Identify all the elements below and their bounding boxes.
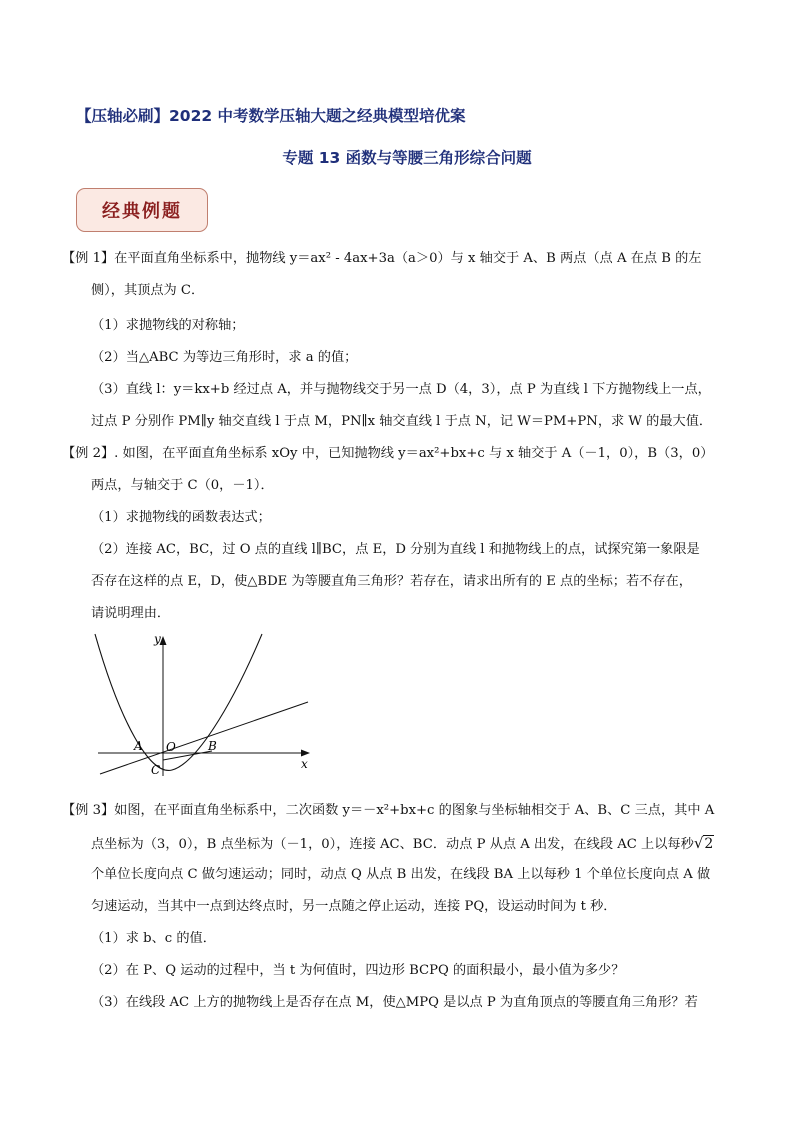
ex2-line-5: 否存在这样的点 E，D，使△BDE 为等腰直角三角形？若存在，请求出所有的 E 点的坐标；若不存在， xyxy=(91,574,692,589)
label-o: O xyxy=(166,740,176,754)
label-y: y xyxy=(154,632,161,646)
label-c: C xyxy=(151,763,161,776)
ex3-line-4: 匀速运动，当其中一点到达终点时，另一点随之停止运动，连接 PQ，设运动时间为 t 秒． xyxy=(91,899,617,914)
sqrt-value: 2 xyxy=(704,836,714,852)
ex3-line-6: （2）在 P、Q 运动的过程中，当 t 为何值时，四边形 BCPQ 的面积最小，最小值为多少？ xyxy=(91,963,625,978)
ex1-line-6: 过点 P 分别作 PM∥y 轴交直线 l 于点 M，PN∥x 轴交直线 l 于点 N，记 W＝PM+PN，求 W 的最大值． xyxy=(91,414,713,429)
ex2-line-3: （1）求抛物线的函数表达式； xyxy=(91,510,271,525)
ex2-line-2: 两点，与轴交于 C（0，－1）． xyxy=(91,478,274,493)
ex3-line-2: 点坐标为（3，0），B 点坐标为（－1，0），连接 AC、BC．动点 P 从点 A 出发，在线段 AC 上以每秒 xyxy=(91,837,694,852)
ex3-line-7: （3）在线段 AC 上方的抛物线上是否存在点 M，使△MPQ 是以点 P 为直角顶点的等腰直角三角形？若 xyxy=(91,995,698,1010)
document-subtitle: 专题 13 函数与等腰三角形综合问题 xyxy=(282,149,532,167)
label-b: B xyxy=(208,739,217,753)
ex1-line-4: （2）当△ABC 为等边三角形时，求 a 的值； xyxy=(91,350,358,365)
ex3-line-1: 【例 3】如图，在平面直角坐标系中，二次函数 y＝－x²+bx+c 的图象与坐标轴相交于 A、B、C 三点，其中 A xyxy=(62,803,715,818)
sqrt-symbol: √2 xyxy=(693,834,714,852)
ex1-line-1: 【例 1】在平面直角坐标系中，抛物线 y＝ax² - 4ax+3a（a＞0）与 x 轴交于 A、B 两点（点 A 在点 B 的左 xyxy=(62,251,702,266)
ex3-line-5: （1）求 b、c 的值． xyxy=(91,931,216,946)
label-x: x xyxy=(301,757,308,771)
ex1-line-2: 侧），其顶点为 C． xyxy=(91,283,205,298)
ex3-line-2-wrap xyxy=(91,836,714,851)
parabola-figure xyxy=(90,630,326,776)
ex1-line-3: （1）求抛物线的对称轴； xyxy=(91,318,245,333)
ex1-line-5: （3）直线 l：y＝kx+b 经过点 A，并与抛物线交于另一点 D（4，3），点 P 为直线 l 下方抛物线上一点， xyxy=(91,382,711,397)
ex3-line-3: 个单位长度向点 C 做匀速运动；同时，动点 Q 从点 B 出发，在线段 BA 上以每秒 1 个单位长度向点 A 做 xyxy=(91,867,711,882)
ex2-line-4: （2）连接 AC，BC，过 O 点的直线 l∥BC，点 E，D 分别为直线 l 和抛物线上的点，试探究第一象限是 xyxy=(91,542,700,557)
line-l xyxy=(100,702,308,774)
ex2-line-6: 请说明理由． xyxy=(91,606,171,621)
x-axis-arrow xyxy=(301,750,310,757)
parabola-curve xyxy=(95,634,262,770)
section-heading: 经典例题 xyxy=(76,188,208,232)
label-a: A xyxy=(134,739,143,753)
ex2-line-1: 【例 2】. 如图，在平面直角坐标系 xOy 中，已知抛物线 y＝ax²+bx+c 与 x 轴交于 A（－1，0），B（3，0） xyxy=(62,446,714,461)
document-header: 【压轴必刷】2022 中考数学压轴大题之经典模型培优案 xyxy=(76,107,466,125)
